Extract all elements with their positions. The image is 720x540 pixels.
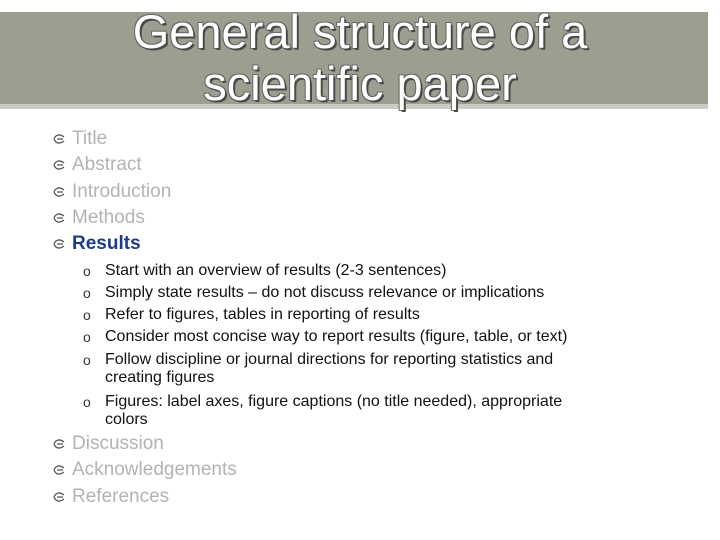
bullet-acknowledgements [52,458,237,482]
sub-text-line: Follow discipline or journal directions for reporting statistics and [105,351,554,368]
results-subitem [83,393,683,429]
sub-text: Simply state results – do not discuss relevance or implications [105,284,545,301]
sub-text-line: colors [105,411,148,428]
sub-text [105,393,562,429]
bullet-label: Abstract [72,154,142,175]
results-subitem [83,284,683,302]
flourish-bullet-icon [52,132,66,146]
sub-marker: o [83,307,91,323]
sub-text: Start with an overview of results (2-3 sentences) [105,262,447,279]
flourish-bullet-icon [52,237,66,251]
flourish-bullet-icon [52,211,66,225]
bullet-abstract [52,153,142,177]
sub-marker: o [83,394,91,410]
slide-title-line1: General structure of a [132,5,588,58]
bullet-label: Introduction [72,181,172,202]
sub-text [105,351,553,387]
sub-marker: o [83,352,91,368]
results-subitem [83,262,683,280]
bullet-label: Title [72,128,108,149]
results-subitem [83,306,683,324]
flourish-bullet-icon [52,463,66,477]
bullet-label: Discussion [72,433,164,454]
sub-text: Refer to figures, tables in reporting of results [105,306,420,323]
bullet-discussion [52,432,164,456]
sub-text: Consider most concise way to report results (figure, table, or text) [105,328,568,345]
slide-title-line2: scientific paper [203,57,517,110]
flourish-bullet-icon [52,490,66,504]
bullet-results [52,232,141,256]
bullet-references [52,485,169,509]
flourish-bullet-icon [52,185,66,199]
bullet-title [52,127,107,151]
results-subitem [83,351,683,387]
bullet-label: Methods [72,207,145,228]
sub-text-line: Figures: label axes, figure captions (no title needed), appropriate [105,393,563,410]
sub-marker: o [83,263,91,279]
sub-text-line: creating figures [105,369,215,386]
bullet-introduction [52,180,171,204]
flourish-bullet-icon [52,158,66,172]
bullet-label: Acknowledgements [72,459,237,480]
sub-marker: o [83,329,91,345]
results-subitem [83,328,683,346]
flourish-bullet-icon [52,437,66,451]
bullet-methods [52,206,145,230]
sub-marker: o [83,285,91,301]
bullet-label: Results [72,233,141,254]
bullet-label: References [72,486,170,507]
